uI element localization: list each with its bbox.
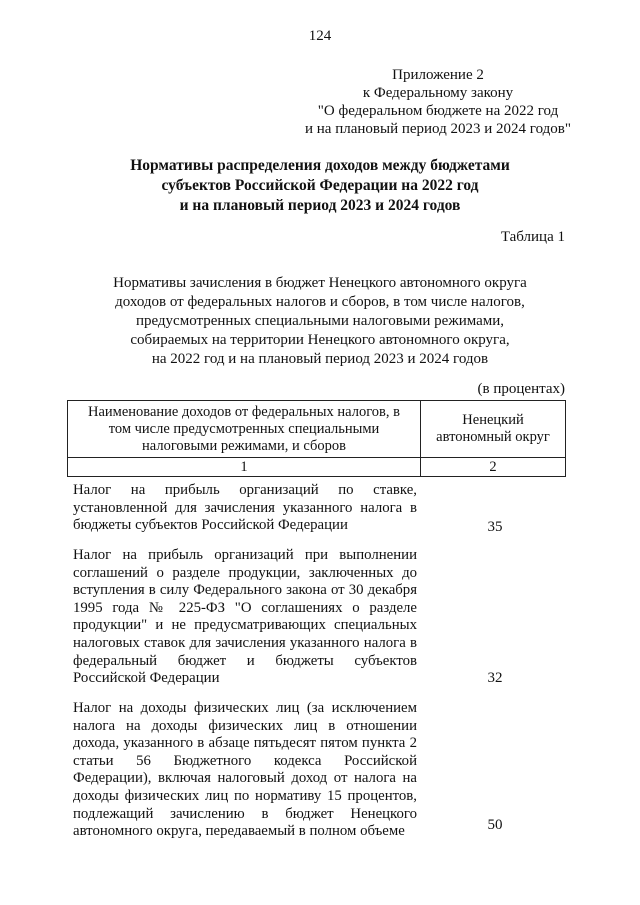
table-header	[67, 400, 566, 477]
column-number: 1	[68, 458, 421, 477]
table-row-text: Налог на прибыль организаций при выполнении соглашений о разделе продукции, заключенных до вступления в силу Федерального закона от 30 декабря 1995 года № 225-ФЗ "О соглашениях о разделе продукции" и не предусматривающих специальных налоговых ставок для зачисления указанного налога в федеральный бюджет и бюджеты субъектов Российской Федерации	[73, 547, 417, 687]
table-title-line: собираемых на территории Ненецкого автономного округа,	[130, 332, 510, 348]
appendix-line: Приложение 2	[392, 67, 484, 83]
appendix-line: "О федеральном бюджете на 2022 год	[317, 103, 559, 119]
table-row-value: 35	[487, 519, 503, 535]
column-header-name	[68, 401, 421, 458]
column-header-line: Наименование доходов от федеральных налогов, в	[88, 403, 400, 420]
table-row-text: Налог на прибыль организаций по ставке, установленной для зачисления указанного налога в бюджеты субъектов Российской Федерации	[73, 482, 417, 534]
column-header-region	[421, 401, 566, 458]
title-line: Нормативы распределения доходов между бюджетами	[130, 157, 510, 174]
table-label: Таблица 1	[500, 229, 565, 245]
table-row-value: 50	[487, 817, 503, 833]
table-title-line: предусмотренных специальными налоговыми режимами,	[135, 313, 505, 329]
table-title-line: доходов от федеральных налогов и сборов, в том числе налогов,	[115, 294, 525, 310]
title-line: и на плановый период 2023 и 2024 годов	[179, 197, 461, 214]
table-title-line: Нормативы зачисления в бюджет Ненецкого автономного округа	[113, 275, 527, 291]
appendix-header	[288, 66, 588, 138]
column-number: 2	[421, 458, 566, 477]
page-number: 124	[308, 28, 332, 44]
column-header-line: налоговыми режимами, и сборов	[142, 437, 346, 454]
units-label: (в процентах)	[477, 381, 565, 397]
column-header-line: автономный округ	[436, 429, 550, 445]
appendix-line: к Федеральному закону	[362, 85, 514, 101]
title-line: субъектов Российской Федерации на 2022 год	[161, 177, 479, 194]
table-row-text: Налог на доходы физических лиц (за исключением налога на доходы физических лиц в отношении дохода, указанного в абзаце пятьдесят пятом пункта 2 статьи 56 Бюджетного кодекса Российской Федерации), включая налоговый доход от налога на доходы физических лиц по нормативу 15 процентов, подлежащий зачислению в бюджет Ненецкого автономного округа, передаваемый в полном объеме	[73, 700, 417, 840]
table-title	[60, 274, 580, 369]
column-header-line: Ненецкий	[462, 412, 524, 428]
table-row-value: 32	[487, 670, 503, 686]
appendix-line: и на плановый период 2023 и 2024 годов"	[305, 121, 571, 137]
column-header-line: том числе предусмотренных специальными	[108, 420, 380, 437]
table-title-line: на 2022 год и на плановый период 2023 и 2024 годов	[151, 351, 489, 367]
document-title	[60, 156, 580, 216]
